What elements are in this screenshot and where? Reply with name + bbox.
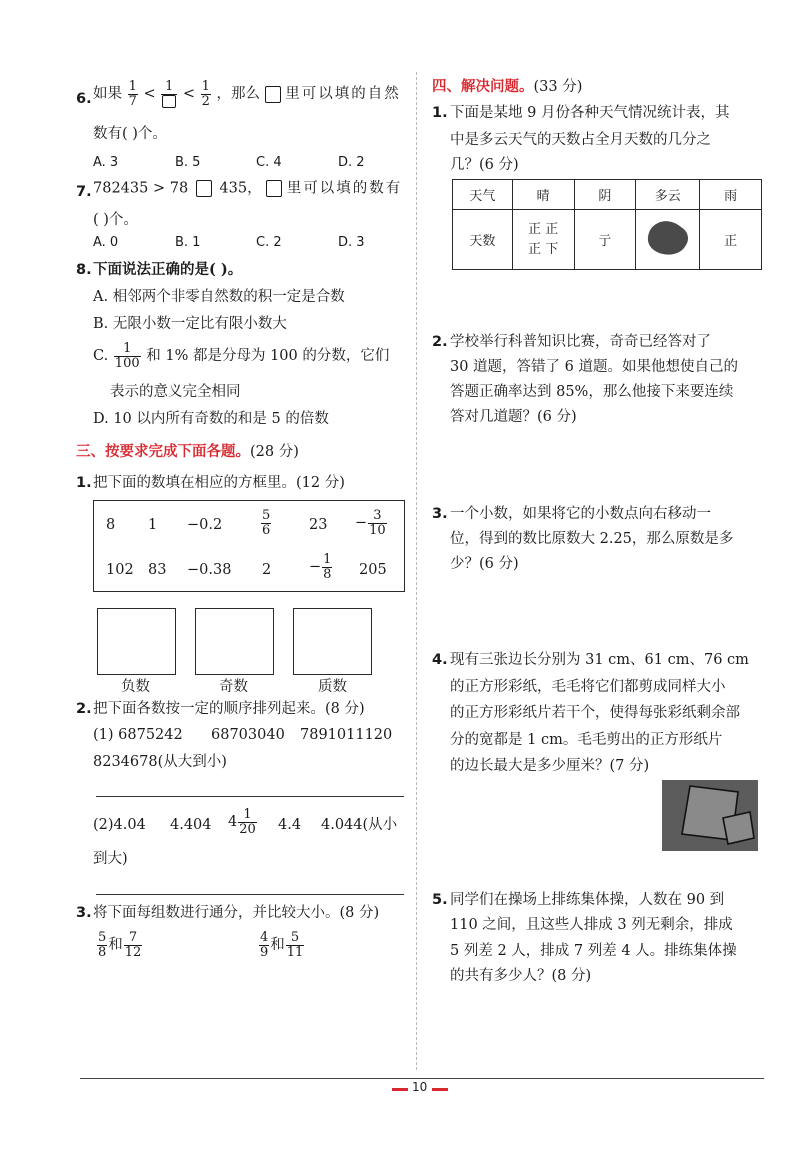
- s4-q4-line2: 的正方形彩纸，毛毛将它们都剪成同样大小: [450, 679, 726, 695]
- q7-text-a: 782435 > 78: [93, 180, 189, 197]
- q7-stem: [93, 180, 402, 197]
- less-than-sign: <: [182, 85, 196, 102]
- s4-q4-line4: 分的宽都是 1 cm。毛毛剪出的正方形纸片: [450, 732, 723, 748]
- prime-numbers-box[interactable]: [293, 608, 372, 675]
- q6-fraction-1-7: $\frac{1}{7}$: [128, 79, 137, 109]
- q7-number: 7.: [76, 184, 92, 200]
- pool-num-8: 8: [106, 517, 116, 533]
- s4-q3-line1: 一个小数，如果将它的小数点向右移动一: [450, 506, 711, 522]
- s4-q3-line3: 少？(6 分): [450, 556, 519, 572]
- pool-num-83: 83: [148, 562, 167, 578]
- s3-q2-p2-a: (2)4.04: [93, 817, 146, 833]
- q6-option-b: B. 5: [175, 155, 201, 170]
- answer-line-1[interactable]: [96, 796, 404, 797]
- pool-num-205: 205: [359, 562, 387, 578]
- pool-num-23: 23: [309, 517, 328, 533]
- q6-option-c: C. 4: [256, 155, 282, 170]
- s4-q1-line2: 中是多云天气的天数占全月天数的几分之: [450, 132, 711, 148]
- q8-option-a: A. 相邻两个非零自然数的积一定是合数: [93, 289, 345, 305]
- s3-q3-stem: 将下面每组数进行通分，并比较大小。(8 分): [93, 905, 380, 921]
- ink-blot-cell: [636, 210, 700, 270]
- s3-q3-group-2: $\frac{4}{9}$ 和 $\frac{5}{11}$: [260, 930, 304, 960]
- tally-sunny: 正 正 正 下: [512, 210, 574, 270]
- paper-squares-illustration: [660, 778, 760, 853]
- s4-q2-number: 2.: [432, 334, 448, 350]
- blank-square: [266, 180, 282, 197]
- section-3-heading: 三、按要求完成下面各题。(28 分): [76, 444, 299, 460]
- s4-q3-line2: 位，得到的数比原数大 2.25，那么原数是多: [450, 531, 734, 547]
- q6-option-d: D. 2: [338, 155, 365, 170]
- q6-fraction-blank: 1: [161, 80, 177, 108]
- table-header-rain: 雨: [700, 180, 762, 210]
- s4-q5-number: 5.: [432, 892, 448, 908]
- s4-q5-line3: 5 列差 2 人，排成 7 列差 4 人。排练集体操: [450, 943, 737, 959]
- s4-q2-line1: 学校举行科普知识比赛，奇奇已经答对了: [450, 334, 711, 350]
- negative-numbers-label: 负数: [121, 679, 150, 695]
- q8-option-c: C. $\frac{1}{100}$ 和 1% 都是分母为 100 的分数，它们: [93, 341, 390, 371]
- s3-q2-p2-mixed: 4 $\frac{1}{20}$: [228, 807, 256, 837]
- s3-q3-group-1: $\frac{5}{8}$ 和 $\frac{7}{12}$: [98, 930, 142, 960]
- q6-line2: 数有( )个。: [93, 126, 167, 142]
- table-row-days-label: 天数: [453, 210, 513, 270]
- s3-q2-p2-line2: 到大): [93, 851, 128, 867]
- pool-num-1: 1: [148, 517, 158, 533]
- s3-q1-number: 1.: [76, 475, 92, 491]
- section-4-heading: 四、解决问题。(33 分): [432, 79, 583, 95]
- q7-option-b: B. 1: [175, 235, 201, 250]
- s4-q4-line5: 的边长最大是多少厘米？(7 分): [450, 758, 650, 774]
- blank-square: [196, 180, 212, 197]
- s3-q2-p1-a: (1) 6875242: [93, 727, 183, 743]
- q6-number: 6.: [76, 91, 92, 107]
- s3-q2-p2-e: 4.044(从小: [321, 817, 398, 833]
- s3-q2-p2-b: 4.404: [170, 817, 212, 833]
- s4-q4-line3: 的正方形彩纸片若干个，使得每张彩纸剩余部: [450, 705, 740, 721]
- s4-q2-line2: 30 道题，答错了 6 道题。如果他想使自己的: [450, 359, 739, 375]
- s3-q2-p2-c: 4.4: [278, 817, 302, 833]
- table-header-weather: 天气: [453, 180, 513, 210]
- odd-numbers-box[interactable]: [195, 608, 274, 675]
- s4-q5-line1: 同学们在操场上排练集体操，人数在 90 到: [450, 892, 725, 908]
- ink-blot-icon: [644, 218, 692, 258]
- s3-q2-p1-c: 7891011120: [300, 727, 393, 743]
- odd-numbers-label: 奇数: [219, 679, 248, 695]
- table-header-overcast: 阴: [574, 180, 636, 210]
- q6-fraction-1-2: $\frac{1}{2}$: [201, 79, 210, 109]
- weather-table: [452, 179, 762, 270]
- q6-option-a: A. 3: [93, 155, 119, 170]
- s4-q2-line3: 答题正确率达到 85%，那么他接下来要连续: [450, 384, 734, 400]
- pool-num-neg-0-2: −0.2: [187, 517, 223, 533]
- s4-q4-line1: 现有三张边长分别为 31 cm、61 cm、76 cm: [450, 652, 749, 668]
- q7-option-a: A. 0: [93, 235, 119, 250]
- s4-q3-number: 3.: [432, 506, 448, 522]
- s3-q2-stem: 把下面各数按一定的顺序排列起来。(8 分): [93, 701, 365, 717]
- answer-line-2[interactable]: [96, 894, 404, 895]
- q6-text-then: ，那么: [216, 85, 261, 102]
- s4-q1-line3: 几？(6 分): [450, 157, 519, 173]
- s3-q2-p1-b: 68703040: [211, 727, 285, 743]
- blank-square: [162, 95, 176, 108]
- page-number-left-dash: [392, 1088, 408, 1091]
- blank-square: [265, 86, 281, 103]
- page-number: 10: [412, 1080, 428, 1094]
- q8-stem: 下面说法正确的是( )。: [93, 261, 243, 278]
- q6-text-if: 如果: [93, 85, 122, 102]
- s3-q2-p1-line2: 8234678(从大到小): [93, 754, 227, 770]
- column-divider: [416, 72, 417, 1070]
- s4-q4-number: 4.: [432, 652, 448, 668]
- q7-text-c: 里可以填的数有: [286, 180, 403, 197]
- prime-numbers-label: 质数: [318, 679, 347, 695]
- pool-num-102: 102: [106, 562, 134, 578]
- q7-text-b: 435，: [219, 180, 262, 197]
- s4-q1-line1: 下面是某地 9 月份各种天气情况统计表，其: [450, 105, 730, 121]
- page-number-right-dash: [432, 1088, 448, 1091]
- s4-q5-line4: 的共有多少人？(8 分): [450, 968, 592, 984]
- pool-num-2: 2: [262, 562, 272, 578]
- s3-q1-stem: 把下面的数填在相应的方框里。(12 分): [93, 475, 345, 491]
- s4-q1-number: 1.: [432, 105, 448, 121]
- table-header-sunny: 晴: [512, 180, 574, 210]
- q7-line2: ( )个。: [93, 212, 138, 228]
- pool-num-neg-0-38: −0.38: [187, 562, 232, 578]
- q7-option-d: D. 3: [338, 235, 365, 250]
- q7-option-c: C. 2: [256, 235, 282, 250]
- q8-fraction-1-100: $\frac{1}{100}$: [114, 341, 140, 371]
- s4-q5-line2: 110 之间，且这些人排成 3 列无剩余，排成: [450, 917, 733, 933]
- s3-q3-number: 3.: [76, 905, 92, 921]
- pool-num-5-6: $\frac{5}{6}$: [262, 508, 271, 538]
- q6-stem: [93, 80, 401, 108]
- table-header-cloudy: 多云: [636, 180, 700, 210]
- q8-number: 8.: [76, 262, 92, 278]
- pool-num-neg-3-10: − $\frac{3}{10}$: [355, 508, 386, 538]
- tally-rain: 正: [700, 210, 762, 270]
- q8-option-d: D. 10 以内所有奇数的和是 5 的倍数: [93, 411, 329, 427]
- s3-q2-number: 2.: [76, 701, 92, 717]
- pool-num-neg-1-8: − $\frac{1}{8}$: [309, 552, 332, 582]
- q8-option-c-line2: 表示的意义完全相同: [110, 384, 241, 400]
- footer-rule: [80, 1078, 764, 1079]
- negative-numbers-box[interactable]: [97, 608, 176, 675]
- q8-option-b: B. 无限小数一定比有限小数大: [93, 316, 287, 332]
- less-than-sign: <: [143, 85, 156, 102]
- s4-q2-line4: 答对几道题？(6 分): [450, 409, 577, 425]
- q6-text-fill: 里可以填的自然: [285, 85, 401, 102]
- tally-overcast: 亍: [574, 210, 636, 270]
